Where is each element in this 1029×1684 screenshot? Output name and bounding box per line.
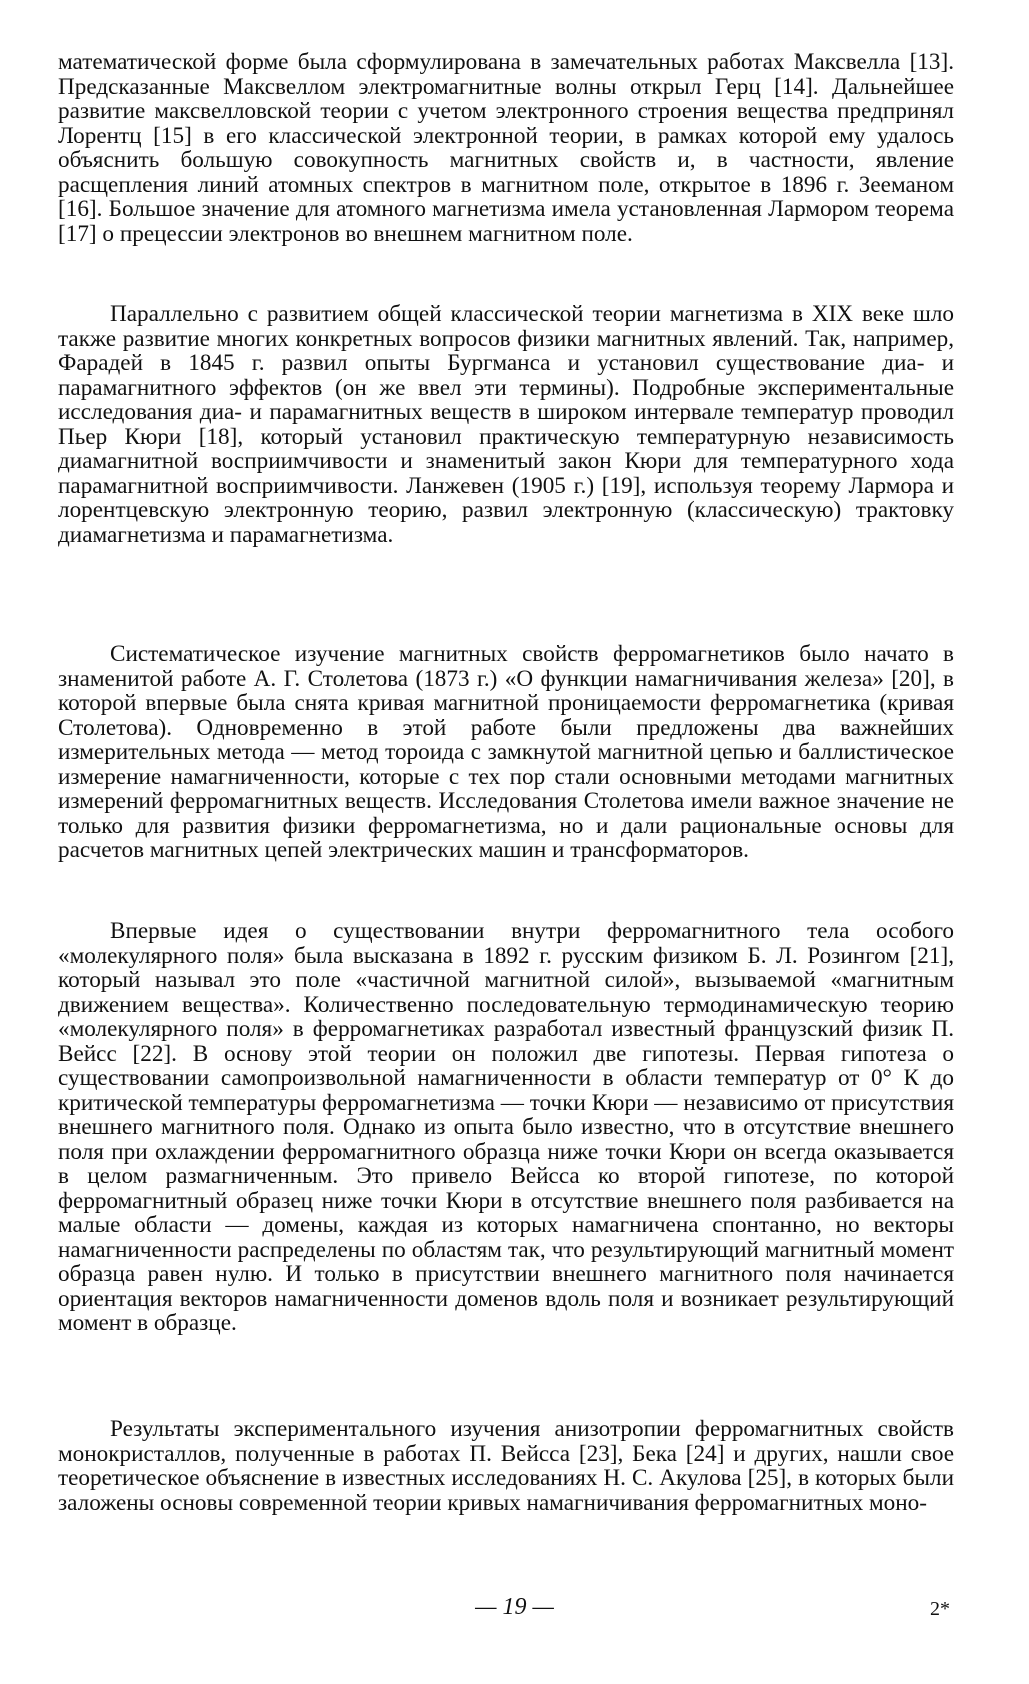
page-number: — 19 — [475, 1594, 554, 1620]
paragraph-5: Результаты экспериментального изучения анизотропии ферромагнитных свойств монокристаллов, полученные в работах П. Вейсса [23], Бека [24] и других, нашли свое теоретическое объяснение в известных исследованиях Н. С. Акулова [25], в которых были заложены основы современной теории кривых намагничивания ферромагнитных моно- [58, 1417, 954, 1516]
signature-mark: 2* [930, 1598, 950, 1620]
page-body [58, 50, 954, 1547]
paragraph-3: Систематическое изучение магнитных свойств ферромагнетиков было начато в знаменитой работе А. Г. Столетова (1873 г.) «О функции намагничивания железа» [20], в которой впервые была снята кривая магнитной проницаемости ферромагнетика (кривая Столетова). Одновременно в этой работе были предложены два важнейших измерительных метода — метод тороида с замкнутой магнитной цепью и баллистическое измерение намагниченности, которые с тех пор стали основными методами магнитных измерений ферромагнитных веществ. Исследования Столетова имели важное значение не только для развития физики ферромагнетизма, но и дали рациональные основы для расчетов магнитных цепей электрических машин и трансформаторов. [58, 642, 954, 863]
paragraph-2: Параллельно с развитием общей классической теории магнетизма в XIX веке шло также развитие многих конкретных вопросов физики магнитных явлений. Так, например, Фарадей в 1845 г. развил опыты Бургманса и установил существование диа- и парамагнитного эффектов (он же ввел эти термины). Подробные экспериментальные исследования диа- и парамагнитных веществ в широком интервале температур проводил Пьер Кюри [18], который установил практическую температурную независимость диамагнитной восприимчивости и знаменитый закон Кюри для температурного хода парамагнитной восприимчивости. Ланжевен (1905 г.) [19], используя теорему Лармора и лорентцевскую электронную теорию, развил электронную (классическую) трактовку диамагнетизма и парамагнетизма. [58, 302, 954, 548]
paragraph-4: Впервые идея о существовании внутри ферромагнитного тела особого «молекулярного поля» была высказана в 1892 г. русским физиком Б. Л. Розингом [21], который называл это поле «частичной магнитной силой», вызываемой «магнитным движением вещества». Количественно последовательную термодинамическую теорию «молекулярного поля» в ферромагнетиках разработал известный французский физик П. Вейсс [22]. В основу этой теории он положил две гипотезы. Первая гипотеза о существовании самопроизвольной намагниченности в области температур от 0° К до критической температуры ферромагнетизма — точки Кюри — независимо от присутствия внешнего магнитного поля. Однако из опыта было известно, что в отсутствие внешнего поля при охлаждении ферромагнитного образца ниже точки Кюри он всегда оказывается в целом размагниченным. Это привело Вейсса ко второй гипотезе, по которой ферромагнитный образец ниже точки Кюри в отсутствие внешнего поля разбивается на малые области — домены, каждая из которых намагничена спонтанно, но векторы намагниченности распределены по областям так, что результирующий магнитный момент образца равен нулю. И только в присутствии внешнего магнитного поля начинается ориентация векторов намагниченности доменов вдоль поля и возникает результирующий момент в образце. [58, 919, 954, 1336]
paragraph-1: математической форме была сформулирована в замечательных работах Максвелла [13]. Предсказанные Максвеллом электромагнитные волны открыл Герц [14]. Дальнейшее развитие максвелловской теории с учетом электронного строения вещества предпринял Лорентц [15] в его классической электронной теории, в рамках которой ему удалось объяснить большую совокупность магнитных свойств и, в частности, явление расщепления линий атомных спектров в магнитном поле, открытое в 1896 г. Зееманом [16]. Большое значение для атомного магнетизма имела установленная Лармором теорема [17] о прецессии электронов во внешнем магнитном поле. [58, 50, 954, 247]
